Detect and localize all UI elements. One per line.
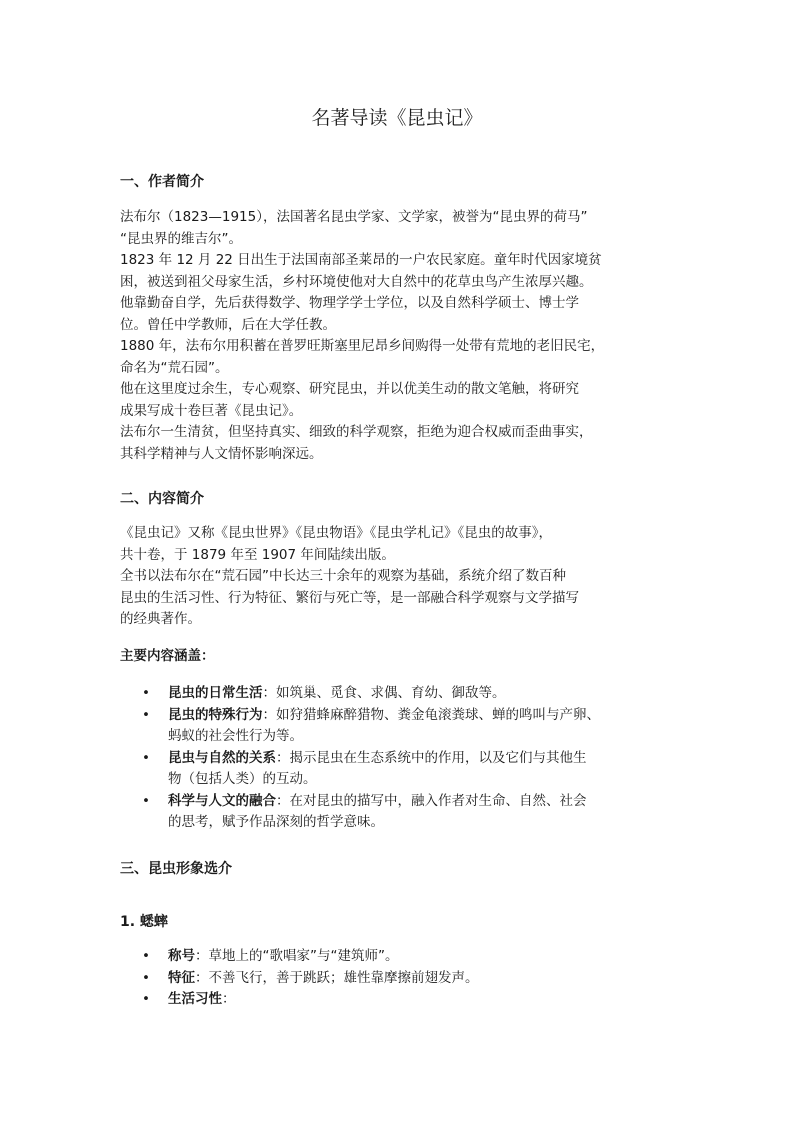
bullet-icon: •	[142, 706, 150, 723]
item-text: ：不善飞行，善于跳跃；雄性靠摩擦前翅发声。	[195, 969, 479, 986]
item-text: ：草地上的“歌唱家”与“建筑师”。	[195, 948, 399, 964]
insect-heading-cricket: 1. 蟋蟀	[120, 914, 168, 930]
section-heading-author: 一、作者简介	[120, 174, 204, 190]
list-item	[120, 683, 695, 705]
list-item	[120, 946, 695, 968]
item-label: 昆虫与自然的关系	[168, 749, 276, 766]
item-label: 特征	[168, 969, 195, 986]
page-title: 名著导读《昆虫记》	[311, 107, 483, 129]
bullet-icon: •	[142, 685, 150, 701]
bullet-icon: •	[142, 969, 150, 986]
bullet-icon: •	[142, 948, 150, 964]
list-item	[120, 748, 695, 791]
bullet-icon: •	[142, 749, 150, 766]
item-label: 称号	[168, 948, 195, 964]
cricket-list	[120, 946, 695, 1011]
item-label: 科学与人文的融合	[168, 792, 276, 809]
list-item	[120, 705, 695, 748]
item-text: ：	[222, 991, 236, 1007]
item-text: ：如狩猎蜂麻醉猎物、粪金龟滚粪球、蝉的鸣叫与产卵、 蚂蚁的社会性行为等。	[168, 706, 600, 744]
item-label: 昆虫的特殊行为	[168, 706, 263, 723]
item-text: ：如筑巢、觅食、求偶、育幼、御敌等。	[262, 685, 506, 701]
bullet-icon: •	[142, 792, 150, 809]
list-item	[120, 968, 695, 990]
item-label: 昆虫的日常生活	[168, 685, 263, 701]
main-content-list	[120, 683, 695, 834]
main-content-subheading: 主要内容涵盖：	[120, 648, 215, 664]
author-intro-paragraph: 法布尔（1823—1915），法国著名昆虫学家、文学家，被誉为“昆虫界的荷马” “昆虫界的维吉尔”。 1823 年 12 月 22 日出生于法国南部圣莱昂的一户农民家庭。童年时代因家境贫 困，被送到祖父母家生活，乡村环境使他对大自然中的花草虫鸟产生浓厚兴趣。 他靠勤奋自学，先后获得数学、物理学学士学位，以及自然科学硕士、博士学 位。曾任中学教师，后在大学任教。 1880 年，法布尔用积蓄在普罗旺斯塞里尼昂乡间购得一处带有荒地的老旧民宅， 命名为“荒石园”。 他在这里度过余生，专心观察、研究昆虫，并以优美生动的散文笔触，将研究 成果写成十卷巨著《昆虫记》。 法布尔一生清贫，但坚持真实、细致的科学观察，拒绝为迎合权威而歪曲事实， 其科学精神与人文情怀影响深远。	[120, 209, 605, 462]
list-item	[120, 989, 695, 1011]
section-heading-content: 二、内容简介	[120, 491, 204, 507]
list-item	[120, 791, 695, 834]
content-intro-paragraph: 《昆虫记》又称《昆虫世界》《昆虫物语》《昆虫学札记》《昆虫的故事》， 共十卷，于 1879 年至 1907 年间陆续出版。 全书以法布尔在“荒石园”中长达三十余年的观察为基础，系统介绍了数百种 昆虫的生活习性、行为特征、繁衍与死亡等，是一部融合科学观察与文学描写 的经典著作。	[120, 525, 579, 627]
item-text: ：在对昆虫的描写中，融入作者对生命、自然、社会 的思考，赋予作品深刻的哲学意味。	[168, 792, 587, 830]
bullet-icon: •	[142, 991, 150, 1007]
item-label: 生活习性	[168, 991, 222, 1007]
section-heading-insects: 三、昆虫形象选介	[120, 861, 232, 877]
item-text: ：揭示昆虫在生态系统中的作用，以及它们与其他生 物（包括人类）的互动。	[168, 749, 587, 787]
